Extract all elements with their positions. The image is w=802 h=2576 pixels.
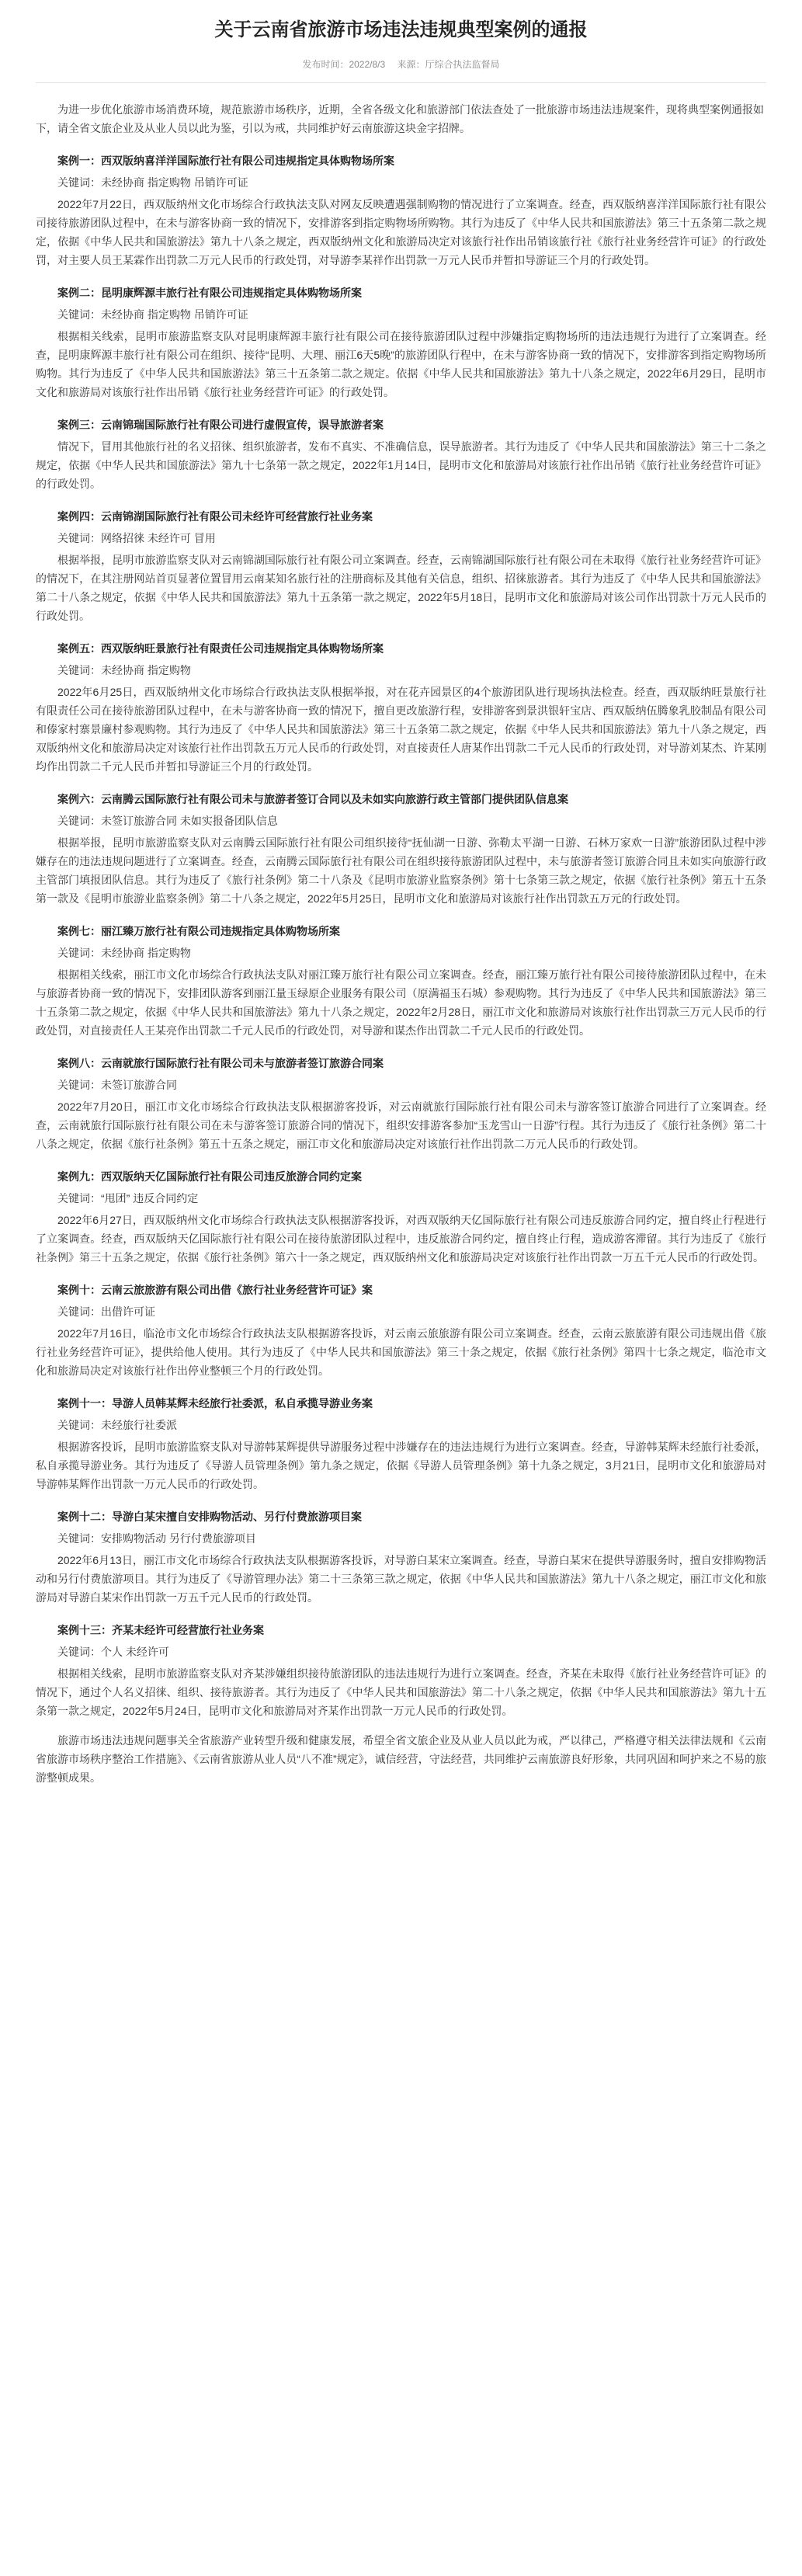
case-keywords: 关键词：未签订旅游合同 <box>57 1079 177 1091</box>
case-title: 案例八：云南就旅行国际旅行社有限公司未与旅游者签订旅游合同案 <box>57 1057 384 1069</box>
case-section <box>36 1394 766 1493</box>
case-keywords: 关键词：未经协商 指定购物 吊销许可证 <box>57 308 248 321</box>
case-section <box>36 1167 766 1267</box>
case-section <box>36 790 766 908</box>
case-title: 案例七：丽江臻万旅行社有限公司违规指定具体购物场所案 <box>57 925 340 937</box>
case-section <box>36 507 766 625</box>
case-keywords: 关键词：网络招徕 未经许可 冒用 <box>57 532 216 544</box>
case-title: 案例二：昆明康辉源丰旅行社有限公司违规指定具体购物场所案 <box>57 287 362 299</box>
case-section <box>36 1621 766 1720</box>
title-divider <box>36 82 766 83</box>
case-body: 2022年6月13日，丽江市文化市场综合行政执法支队根据游客投诉，对导游白某宋立案调查。经查，导游白某宋在提供导游服务时，擅自安排购物活动和另行付费旅游项目。其行为违反了《导游管理办法》第二十三条第三款之规定，依据《中华人民共和国旅游法》第九十八条之规定，丽江市文化和旅游局对导游白某宋作出罚款一万五千元人民币的行政处罚。 <box>36 1554 766 1604</box>
case-keywords: 关键词：“甩团” 违反合同约定 <box>57 1192 199 1205</box>
case-body: 2022年7月20日，丽江市文化市场综合行政执法支队根据游客投诉，对云南就旅行国际旅行社有限公司未与游客签订旅游合同进行了立案调查。经查，云南就旅行国际旅行社有限公司在未与游客签订旅游合同的情况下，组织安排游客参加“玉龙雪山一日游”行程。其行为违反了《旅行社条例》第二十八条之规定，依据《旅行社条例》第五十五条之规定，丽江市文化和旅游局决定对该旅行社作出罚款二万元人民币的行政处罚。 <box>36 1100 766 1150</box>
case-keywords: 关键词：个人 未经许可 <box>57 1646 169 1658</box>
case-section <box>36 639 766 776</box>
case-body: 根据游客投诉，昆明市旅游监察支队对导游韩某辉提供导游服务过程中涉嫌存在的违法违规行为进行立案调查。经查，导游韩某辉未经旅行社委派，私自承揽导游业务。其行为违反了《导游人员管理条例》第九条之规定，依据《导游人员管理条例》第十九条之规定，3月21日，昆明市文化和旅游局对导游韩某辉作出罚款一万元人民币的行政处罚。 <box>36 1441 766 1490</box>
case-title: 案例十：云南云旅旅游有限公司出借《旅行社业务经营许可证》案 <box>57 1284 373 1296</box>
case-title: 案例九：西双版纳天亿国际旅行社有限公司违反旅游合同约定案 <box>57 1170 362 1183</box>
case-title: 案例三：云南锦瑞国际旅行社有限公司进行虚假宣传，误导旅游者案 <box>57 419 384 431</box>
case-keywords: 关键词：出借许可证 <box>57 1305 155 1318</box>
case-body: 根据相关线索，昆明市旅游监察支队对齐某涉嫌组织接待旅游团队的违法违规行为进行立案调查。经查，齐某在未取得《旅行社业务经营许可证》的情况下，通过个人名义招徕、组织、接待旅游者。其行为违反了《中华人民共和国旅游法》第二十八条之规定，依据《中华人民共和国旅游法》第九十五条第一款之规定，2022年5月24日，昆明市文化和旅游局对齐某作出罚款一万元人民币的行政处罚。 <box>36 1667 766 1717</box>
case-keywords: 关键词：未签订旅游合同 未如实报备团队信息 <box>57 815 278 827</box>
case-body: 根据举报，昆明市旅游监察支队对云南腾云国际旅行社有限公司组织接待“抚仙湖一日游、弥勒太平湖一日游、石林万家欢一日游”旅游团队过程中涉嫌存在的违法违规问题进行了立案调查。经查，云南腾云国际旅行社有限公司在组织接待旅游团队过程中，未与旅游者签订旅游合同且未如实向旅游行政主管部门填报团队信息。其行为违反了《旅行社条例》第二十八条及《昆明市旅游业监察条例》第十七条第三款之规定，依据《旅行社条例》第五十五条第一款及《昆明市旅游业监察条例》第二十八条之规定，2022年5月25日，昆明市文化和旅游局对该旅行社作出罚款五万元的行政处罚。 <box>36 836 766 905</box>
article-meta <box>36 57 766 71</box>
case-body: 2022年6月27日，西双版纳州文化市场综合行政执法支队根据游客投诉，对西双版纳天亿国际旅行社有限公司违反旅游合同约定，擅自终止行程进行了立案调查。经查，西双版纳天亿国际旅行社有限公司在接待旅游团队过程中，违反旅游合同约定，擅自终止行程，造成游客滞留。其行为违反了《旅行社条例》第三十五条之规定，依据《旅行社条例》第六十一条之规定，西双版纳州文化和旅游局决定对该旅行社作出罚款一万五千元人民币的行政处罚。 <box>36 1214 766 1264</box>
case-title: 案例十一：导游人员韩某辉未经旅行社委派，私自承揽导游业务案 <box>57 1397 373 1410</box>
case-section <box>36 415 766 493</box>
case-body: 2022年7月16日，临沧市文化市场综合行政执法支队根据游客投诉，对云南云旅旅游有限公司立案调查。经查，云南云旅旅游有限公司违规出借《旅行社业务经营许可证》，提供给他人使用。其行为违反了《中华人民共和国旅游法》第三十条之规定，依据《旅行社条例》第四十七条之规定，临沧市文化和旅游局决定对该旅行社作出停业整顿三个月的行政处罚。 <box>36 1327 766 1377</box>
case-list <box>36 151 766 1720</box>
case-body: 根据相关线索，昆明市旅游监察支队对昆明康辉源丰旅行社有限公司在接待旅游团队过程中涉嫌指定购物场所的违法违规行为进行了立案调查。经查，昆明康辉源丰旅行社有限公司在组织、接待“昆明、大理、丽江6天5晚”的旅游团队行程中，在未与游客协商一致的情况下，安排游客到指定购物场所购物。其行为违反了《中华人民共和国旅游法》第三十五条第二款之规定。依据《中华人民共和国旅游法》第九十八条之规定，2022年6月29日，昆明市文化和旅游局对该旅行社作出吊销《旅行社业务经营许可证》的行政处罚。 <box>36 330 766 398</box>
source-link[interactable]: 来源：厅综合执法监督局 <box>397 59 500 70</box>
case-keywords: 关键词：未经协商 指定购物 <box>57 664 191 676</box>
case-section <box>36 1507 766 1607</box>
case-section <box>36 1054 766 1153</box>
case-keywords: 关键词：未经协商 指定购物 吊销许可证 <box>57 176 248 189</box>
case-body: 2022年6月25日，西双版纳州文化市场综合行政执法支队根据举报，对在花卉园景区的4个旅游团队进行现场执法检查。经查，西双版纳旺景旅行社有限责任公司在接待旅游团队过程中，在未与游客协商一致的情况下，擅自更改旅游行程，安排游客到景洪银轩宝店、西双版纳伍腾象乳胶制品有限公司和傣家村寨景廉村参观购物。其行为违反了《中华人民共和国旅游法》第三十五条第二款之规定，依据《中华人民共和国旅游法》第九十八条之规定，西双版纳州文化和旅游局决定对该旅行社作出罚款五万元人民币的行政处罚，对直接责任人唐某作出罚款二千元人民币的行政处罚，对导游刘某杰、许某刚均作出罚款二千元人民币并暂扣导游证三个月的行政处罚。 <box>36 686 766 773</box>
case-body: 根据相关线索，丽江市文化市场综合行政执法支队对丽江臻万旅行社有限公司立案调查。经查，丽江臻万旅行社有限公司接待旅游团队过程中，在未与旅游者协商一致的情况下，安排团队游客到丽江量玉绿原企业服务有限公司（原满福玉石城）参观购物。其行为违反了《中华人民共和国旅游法》第三十五条第二款之规定，依据《中华人民共和国旅游法》第九十八条之规定，2022年2月28日，丽江市文化和旅游局对该旅行社作出罚款三万元人民币的行政处罚，对直接责任人王某亮作出罚款二千元人民币的行政处罚，对导游和谋杰作出罚款二千元人民币的行政处罚。 <box>36 968 766 1037</box>
case-section <box>36 1281 766 1380</box>
case-body: 根据举报，昆明市旅游监察支队对云南锦湖国际旅行社有限公司立案调查。经查，云南锦湖国际旅行社有限公司在未取得《旅行社业务经营许可证》的情况下，在其注册网站首页显著位置冒用云南某知名旅行社的注册商标及其他有关信息，组织、招徕旅游者。其行为违反了《中华人民共和国旅游法》第二十八条之规定，依据《中华人民共和国旅游法》第九十五条第一款之规定，2022年5月18日，昆明市文化和旅游局对该公司作出罚款十万元人民币的行政处罚。 <box>36 554 766 622</box>
case-body: 情况下，冒用其他旅行社的名义招徕、组织旅游者，发布不真实、不准确信息，误导旅游者。其行为违反了《中华人民共和国旅游法》第三十二条之规定，依据《中华人民共和国旅游法》第九十七条第一款之规定，2022年1月14日，昆明市文化和旅游局对该旅行社作出吊销《旅行社业务经营许可证》的行政处罚。 <box>36 440 766 490</box>
case-section <box>36 151 766 269</box>
case-body: 2022年7月22日，西双版纳州文化市场综合行政执法支队对网友反映遭遇强制购物的情况进行了立案调查。经查，西双版纳喜洋洋国际旅行社有限公司接待旅游团队过程中，在未与游客协商一致的情况下，安排游客到指定购物场所购物。其行为违反了《中华人民共和国旅游法》第三十五条第二款之规定，依据《中华人民共和国旅游法》第九十八条之规定，西双版纳州文化和旅游局决定对该旅行社作出吊销该旅行社《旅行社业务经营许可证》的行政处罚，对主要人员王某霖作出罚款二万元人民币的行政处罚，对导游李某祥作出罚款一万元人民币并暂扣导游证三个月的行政处罚。 <box>36 198 766 266</box>
case-section <box>36 922 766 1040</box>
case-keywords: 关键词：未经旅行社委派 <box>57 1419 177 1431</box>
publish-date: 发布时间：2022/8/3 <box>302 59 386 70</box>
case-title: 案例一：西双版纳喜洋洋国际旅行社有限公司违规指定具体购物场所案 <box>57 155 394 167</box>
case-title: 案例十三：齐某未经许可经营旅行社业务案 <box>57 1624 264 1636</box>
case-title: 案例四：云南锦湖国际旅行社有限公司未经许可经营旅行社业务案 <box>57 510 373 523</box>
case-section <box>36 283 766 402</box>
case-keywords: 关键词：未经协商 指定购物 <box>57 947 191 959</box>
case-title: 案例五：西双版纳旺景旅行社有限责任公司违规指定具体购物场所案 <box>57 642 384 655</box>
intro-paragraph: 为进一步优化旅游市场消费环境，规范旅游市场秩序，近期，全省各级文化和旅游部门依法查处了一批旅游市场违法违规案件，现将典型案例通报如下，请全省文旅企业及从业人员以此为鉴，引以为戒，共同维护好云南旅游这块金字招牌。 <box>36 103 764 134</box>
case-title: 案例十二：导游白某宋擅自安排购物活动、另行付费旅游项目案 <box>57 1510 362 1523</box>
case-title: 案例六：云南腾云国际旅行社有限公司未与旅游者签订合同以及未如实向旅游行政主管部门提供团队信息案 <box>57 793 568 805</box>
closing-paragraph: 旅游市场违法违规问题事关全省旅游产业转型升级和健康发展，希望全省文旅企业及从业人员以此为戒，严以律己，严格遵守相关法律法规和《云南省旅游市场秩序整治工作措施》、《云南省旅游从业人员“八不准”规定》，诚信经营，守法经营，共同维护云南旅游良好形象，共同巩固和呵护来之不易的旅游整顿成果。 <box>36 1734 766 1784</box>
case-keywords: 关键词：安排购物活动 另行付费旅游项目 <box>57 1532 256 1545</box>
page-title: 关于云南省旅游市场违法违规典型案例的通报 <box>214 19 588 40</box>
